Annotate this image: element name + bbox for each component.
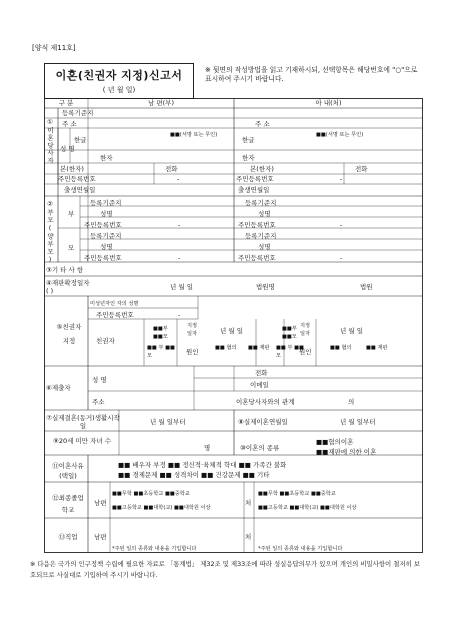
occupation-wife-note: *주된 일의 종류와 내용을 기입합니다 [258, 546, 343, 552]
cohabitation-start-label: ⑦실제결혼(동거)생활시작일 [46, 414, 120, 430]
custodian-opt-mother-1[interactable]: ■■모 [153, 334, 168, 340]
resident-no-dash-husband[interactable]: - [177, 175, 180, 183]
occupation-husband-label: 남편 [94, 533, 107, 541]
minor-children-label: ⑨20세 미만 자녀 수 [53, 437, 111, 445]
cause-label-2: 원인 [299, 348, 312, 356]
mother-resident-label: 주민등록번호 [84, 254, 122, 262]
resident-no-label-wife: 주민등록번호 [236, 175, 274, 183]
resident-no-label-husband: 주민등록번호 [58, 175, 96, 183]
wife-mother-resident-label: 주민등록번호 [238, 254, 276, 262]
custodian-label: 친권자 [96, 337, 115, 345]
origin-label-husband: 본(한자) [60, 165, 84, 173]
statistics-footnote: ※ 다음은 국가의 인구정책 수립에 필요한 자료로 「통계법」 제32조 및 제33조에 따라 성실응답의무가 있으며 개인의 비밀사항이 철저히 보호되므로 사실대로 기입하여 주시기 바랍니다. [30, 560, 420, 579]
hanja-label-wife: 한자 [242, 154, 255, 162]
cause-trial-1[interactable]: ■■ 재판 [248, 345, 270, 351]
submitter-address-label: 주소 [92, 398, 105, 406]
reg-base-label: 등록기준지 [62, 109, 94, 117]
divorce-reason-line1[interactable]: ■■ 배우자 부정 ■■ 정신적·육체적 학대 ■■ 가족간 불화 [118, 461, 287, 469]
address-label: 주 소 [62, 120, 77, 128]
submitter-relation-suffix: 의 [348, 398, 355, 406]
form-title: 이혼(친권자 지정)신고서 [55, 69, 183, 82]
origin-label-wife: 본(한자) [250, 165, 274, 173]
hanja-label-husband: 한자 [100, 154, 113, 162]
divorce-type-agree[interactable]: ■■협의이혼 [316, 438, 354, 446]
report-date[interactable]: ( 년 월 일) [102, 86, 136, 94]
seal-wife[interactable]: ■■(서명 또는 무인) [316, 132, 364, 138]
education-husband-line1[interactable]: ■■무학 ■■초등학교 ■■중학교 [112, 491, 190, 497]
education-label: ⑫최종졸업학교 [52, 494, 84, 514]
instruction-notice: ※ 뒷면의 작성방법을 읽고 기재하시되, 선택항목은 해당번호에 "○"으로 표시하여 주시기 바랍니다. [205, 66, 418, 83]
name-label: 성 명 [60, 145, 75, 153]
phone-label-husband: 전화 [165, 165, 178, 173]
designation-date-2[interactable]: 년 월 일 [340, 327, 363, 335]
minor-resident-label: 주민등록번호 [96, 311, 134, 319]
header-husband: 남 편(부) [148, 99, 174, 107]
custodian-opt-father-1[interactable]: ■■부 [153, 326, 168, 332]
father-resident-dash[interactable]: - [178, 221, 181, 229]
address-label-wife: 주 소 [255, 120, 270, 128]
header-wife: 아 내(처) [315, 99, 342, 107]
mother-reg-base-label: 등록기준지 [90, 232, 122, 240]
judgment-date-paren[interactable]: ( ) [46, 287, 54, 295]
wife-mother-name-label: 성명 [258, 243, 271, 251]
divorce-reason-label: ⑪이혼사유(택일) [52, 462, 84, 480]
wife-mother-reg-base-label: 등록기준지 [245, 232, 277, 240]
form-number-label: [양식 제11호] [32, 44, 76, 52]
education-wife-line2[interactable]: ■■고등학교 ■■대학(교) ■■대학원 이상 [258, 505, 357, 511]
hangul-label-wife: 한글 [242, 136, 255, 144]
wife-mother-resident-dash[interactable]: - [340, 254, 343, 262]
court-suffix: 법원 [360, 283, 373, 291]
custodian-opt-parents-2[interactable]: ■■ 부 ■■ 모 [276, 345, 304, 359]
submitter-email-label: 이메일 [250, 381, 269, 389]
designation-date-1[interactable]: 년 월 일 [220, 327, 243, 335]
submitter-name-label: 성 명 [92, 376, 107, 384]
wife-father-reg-base-label: 등록기준지 [245, 199, 277, 207]
father-resident-label: 주민등록번호 [84, 221, 122, 229]
father-label: 부 [68, 210, 75, 218]
occupation-label: ⑬직업 [58, 533, 78, 541]
minor-resident-dash[interactable]: - [178, 311, 181, 319]
title-box [44, 63, 194, 99]
custodian-opt-mother-2[interactable]: ■■모 [282, 334, 297, 340]
education-husband-label: 남편 [94, 499, 107, 507]
side-label-parties: ①이혼당사자 [46, 118, 54, 165]
education-husband-line2[interactable]: ■■고등학교 ■■대학(교) ■■대학원 이상 [112, 505, 211, 511]
custodian-opt-father-2[interactable]: ■■부 [282, 326, 297, 332]
court-name-label: 법원명 [256, 283, 275, 291]
designation-date-label-1: 지정일자 [186, 323, 198, 337]
judgment-date-value[interactable]: 년 월 일 [170, 283, 193, 291]
cohabitation-start-date[interactable]: 년 월 일부터 [150, 418, 186, 426]
actual-divorce-label: ⑧실제이혼연월일 [238, 418, 288, 426]
occupation-husband-note: *주된 일의 종류와 내용을 기입합니다 [112, 546, 197, 552]
hangul-label-husband: 한글 [74, 136, 87, 144]
divorce-reason-line2[interactable]: ■■ 경제문제 ■■ 성격차이 ■■ 건강문제 ■■ 기타 [118, 471, 270, 479]
seal-husband[interactable]: ■■(서명 또는 무인) [170, 132, 218, 138]
mother-resident-dash[interactable]: - [178, 254, 181, 262]
submitter-label: ⑥제출자 [46, 384, 71, 392]
birth-label-wife: 출생연월일 [238, 186, 270, 194]
header-category: 구 분 [58, 99, 74, 107]
cause-agree-2[interactable]: ■■ 협의 [330, 345, 352, 351]
education-wife-line1[interactable]: ■■무학 ■■초등학교 ■■중학교 [258, 491, 336, 497]
actual-divorce-date[interactable]: 년 월 일부터 [340, 418, 376, 426]
cause-label-1: 원인 [186, 348, 199, 356]
designation-date-label-2: 지정일자 [299, 323, 311, 337]
birth-label-husband: 출생연월일 [64, 186, 96, 194]
minor-name-label: 미성년자인 자의 성명 [90, 301, 139, 307]
other-matters-label: ③기 타 사 항 [46, 266, 84, 274]
children-count-suffix: 명 [204, 444, 211, 452]
occupation-wife-label: 처 [245, 533, 252, 541]
cause-agree-1[interactable]: ■■ 협의 [215, 345, 237, 351]
mother-name-label: 성명 [100, 243, 113, 251]
father-reg-base-label: 등록기준지 [90, 199, 122, 207]
wife-father-resident-label: 주민등록번호 [238, 221, 276, 229]
wife-father-name-label: 성명 [258, 210, 271, 218]
mother-label: 모 [68, 244, 75, 252]
judgment-date-label: ④재판확정일자 [46, 279, 90, 287]
custodian-opt-parents-1[interactable]: ■■ 부 ■■ 모 [147, 345, 175, 359]
phone-label-wife: 전화 [355, 165, 368, 173]
education-wife-label: 처 [245, 499, 252, 507]
custody-side-label: ⑤친권자지정 [56, 323, 82, 345]
divorce-type-label: ⑩이혼의 종류 [240, 444, 280, 452]
wife-father-resident-dash[interactable]: - [340, 221, 343, 229]
resident-no-dash-wife[interactable]: - [340, 175, 343, 183]
submitter-phone-label: 전화 [255, 369, 268, 377]
side-label-parents: ②부모(양부모) [46, 200, 54, 265]
father-name-label: 성명 [100, 210, 113, 218]
cause-trial-2[interactable]: ■■ 재판 [366, 345, 388, 351]
divorce-type-trial[interactable]: ■■재판에 의한 이혼 [316, 448, 377, 456]
submitter-relation-label: 이혼당사자와의 관계 [236, 398, 295, 406]
